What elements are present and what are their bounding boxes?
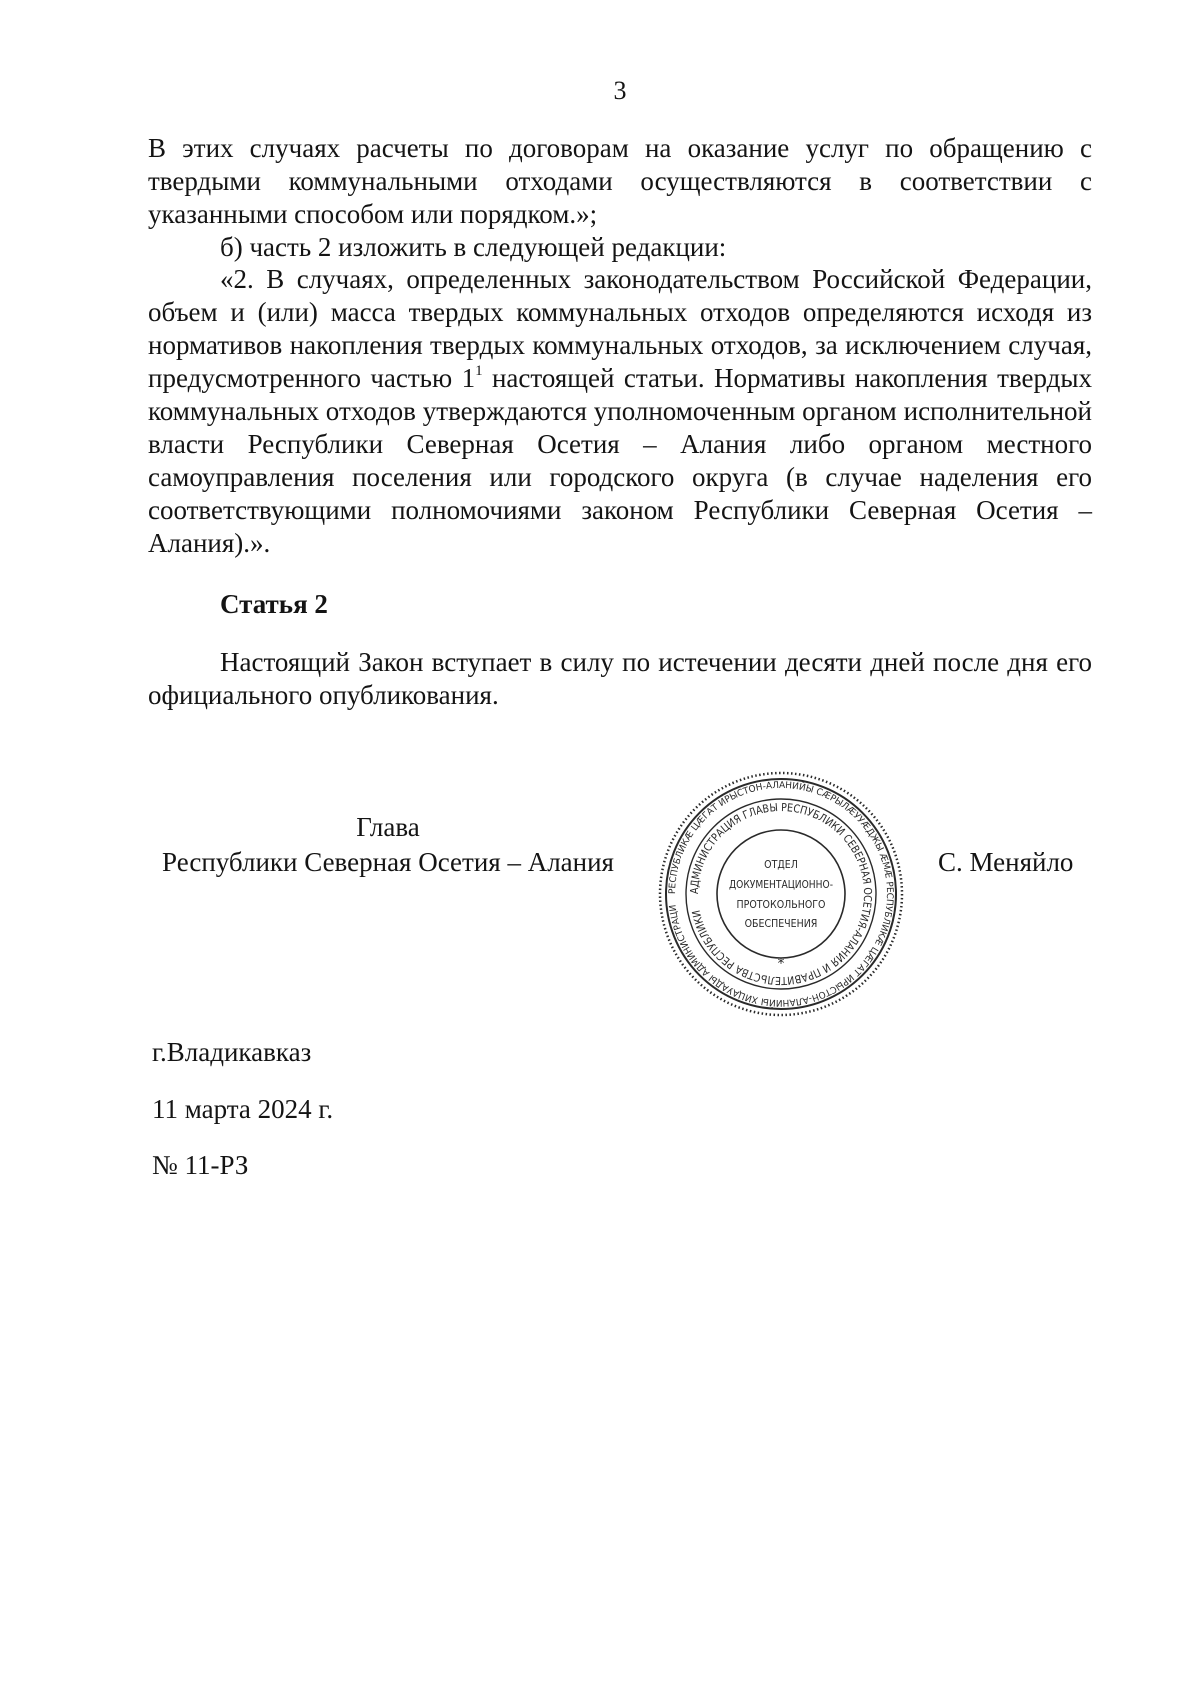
seal-middle-text: АДМИНИСТРАЦИЯ ГЛАВЫ РЕСПУБЛИКИ СЕВЕРНАЯ ОСЕТИЯ-АЛАНИЯ И ПРАВИТЕЛЬСТВА РЕСПУБЛИКИ: [687, 800, 875, 988]
paragraph-entry-into-force: Настоящий Закон вступает в силу по истечении десяти дней после дня его официального опубликования.: [148, 647, 1092, 710]
amendment-text-top: [148, 132, 1092, 264]
amendment-text-part-2: [148, 263, 1092, 560]
signatory-name: С. Меняйло: [938, 847, 1074, 877]
law-number: № 11-РЗ: [152, 1150, 249, 1180]
seal-center-line-4: ОБЕСПЕЧЕНИЯ: [744, 918, 818, 930]
seal-center-line-2: ДОКУМЕНТАЦИОННО-: [729, 879, 833, 891]
seal-star: *: [777, 956, 785, 972]
paragraph-part-2-intro: б) часть 2 изложить в следующей редакции:: [220, 232, 727, 262]
signing-date: 11 марта 2024 г.: [152, 1094, 334, 1124]
article-heading: Статья 2: [220, 589, 328, 619]
official-seal-icon: [657, 770, 905, 1018]
signatory-title-line-2: Республики Северная Осетия – Алания: [162, 847, 614, 877]
signatory-title-line-1: Глава: [356, 812, 420, 842]
article-body: [148, 646, 1092, 712]
official-seal: [657, 770, 905, 1018]
seal-outer-text: РЕСПУБЛИКӔ ЦӔГАТ ИРЫСТОН-АЛАНИЙЫ СӔРЫЛӔУУӔДЖЫ ӔМӔ РЕСПУБЛИКӔ ЦӔГАТ ИРЫСТОН-АЛАНИЙЫ ХИЦАУАДЫ АДМИНИСТРАЦИ: [666, 779, 896, 1009]
paragraph-part-2-text-end: настоящей статьи. Нормативы накопления твердых коммунальных отходов утверждаются уполномоченным органом исполнительной власти Республики Северная Осетия – Алания либо органом местного самоуправления поселения или городского округа (в случае наделения его соответствующими полномочиями законом Республики Северная Осетия – Алания).».: [148, 363, 1092, 558]
page-number: 3: [613, 76, 627, 105]
superscript-part-number: 1: [475, 363, 483, 379]
seal-center-line-3: ПРОТОКОЛЬНОГО: [736, 899, 826, 911]
signatory-title: [148, 810, 628, 880]
signing-place: г.Владикавказ: [152, 1037, 312, 1067]
paragraph-part-2-text-start: «2. В случаях, определенных законодательством Российской Федерации, объем и (или) масса твердых коммунальных отходов определяются исходя из нормативов накопления твердых коммунальных отходов, за исключением случая, предусмотренного частью 1: [148, 264, 1092, 393]
paragraph-part-2-text: [148, 263, 1092, 560]
paragraph-settlement-methods: В этих случаях расчеты по договорам на оказание услуг по обращению с твердыми коммунальными отходами осуществляются в соответствии с указанными способом или порядком.»;: [148, 133, 1092, 229]
seal-center-line-1: ОТДЕЛ: [764, 859, 798, 871]
